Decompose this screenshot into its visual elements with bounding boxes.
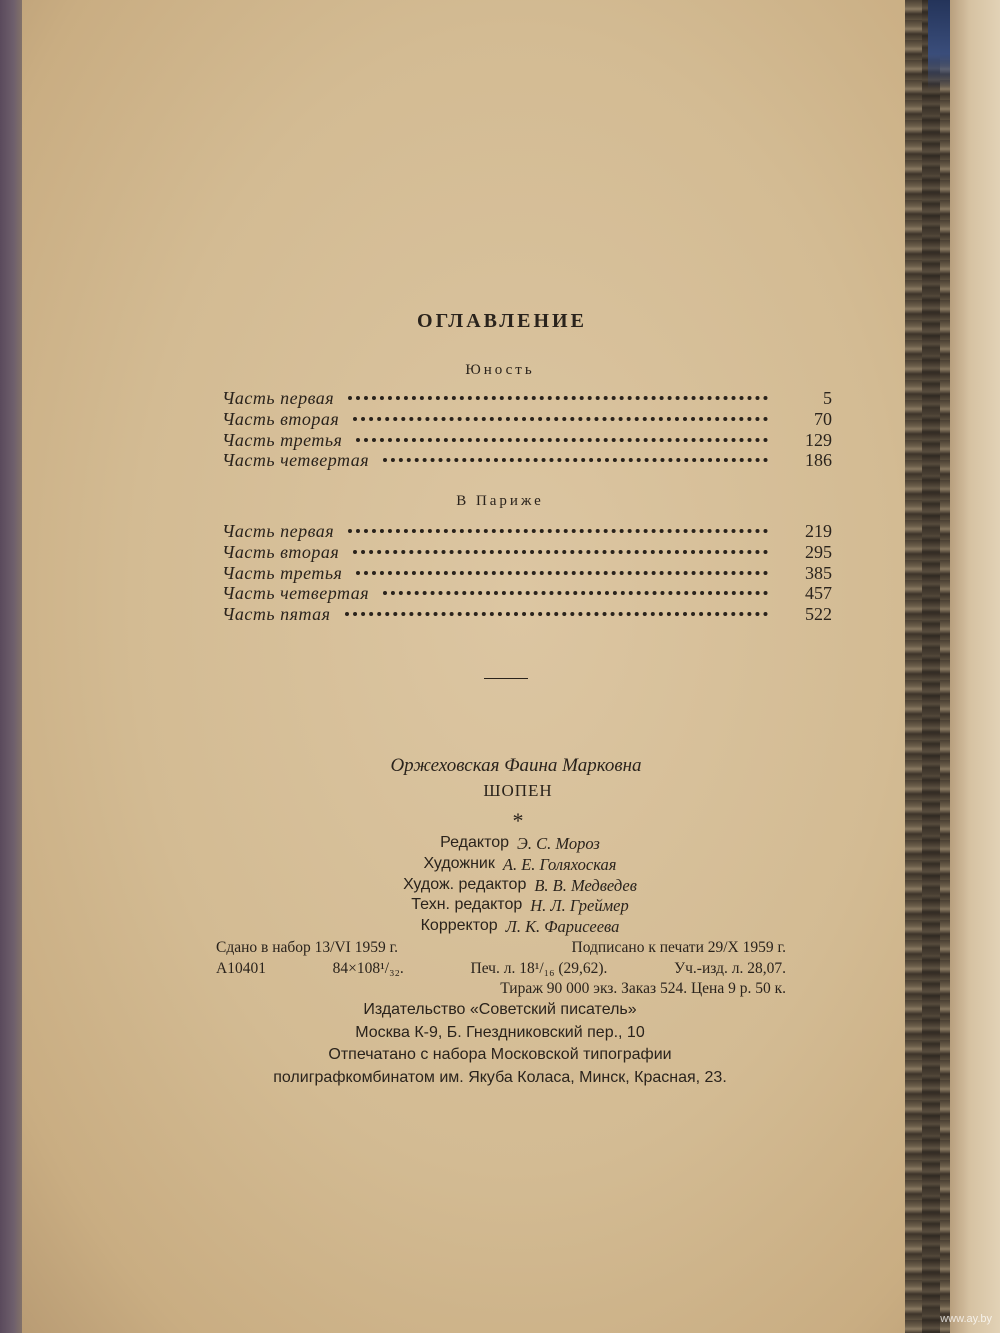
toc-entry[interactable] — [222, 521, 832, 542]
toc-entry-page: 5 — [823, 388, 832, 408]
printed-sheets: Печ. л. 18¹/₁₆ (29,62). — [470, 959, 608, 977]
toc-entry-page: 385 — [805, 562, 832, 583]
leader-dots — [383, 591, 768, 595]
printer-line-1: Отпечатано с набора Московской типографии — [328, 1046, 672, 1063]
publisher-name: Издательство «Советский писатель» — [363, 1001, 637, 1018]
credit-name: Э. С. Мороз — [517, 834, 600, 853]
toc-list-youth — [222, 388, 832, 471]
credit-role: Корректор — [420, 917, 498, 935]
toc-entry-label: Часть пятая — [222, 604, 331, 625]
toc-entry-label: Часть третья — [222, 562, 343, 583]
divider-rule — [484, 678, 528, 679]
toc-title: ОГЛАВЛЕНИЕ — [417, 310, 587, 332]
toc-entry[interactable] — [222, 542, 832, 563]
printer-line-2: полиграфкомбинатом им. Якуба Коласа, Минск, Красная, 23. — [273, 1068, 727, 1086]
watermark: www.ay.by — [940, 1313, 992, 1325]
toc-entry-label: Часть первая — [222, 388, 335, 408]
toc-list-paris — [222, 521, 832, 625]
toc-entry-page: 219 — [805, 521, 832, 541]
toc-entry-page: 522 — [805, 604, 832, 625]
publisher-address: Москва К-9, Б. Гнездниковский пер., 10 — [355, 1023, 645, 1041]
typeset-date: Сдано в набор 13/VI 1959 г. — [216, 939, 399, 956]
toc-entry-page: 70 — [814, 408, 832, 429]
asterisk-separator: * — [512, 808, 524, 833]
imprint-dates — [216, 939, 786, 960]
credit-line — [0, 876, 1000, 897]
credit-role: Худож. редактор — [403, 875, 527, 893]
print-run-and-price: Тираж 90 000 экз. Заказ 524. Цена 9 р. 50 к. — [500, 980, 786, 997]
credit-name: Н. Л. Греймер — [530, 896, 629, 916]
credit-line — [0, 896, 1000, 917]
credit-line — [0, 917, 1000, 938]
print-approval-date: Подписано к печати 29/X 1959 г. — [571, 939, 786, 956]
section-heading-youth: Юность — [465, 362, 535, 378]
imprint-run — [216, 980, 786, 1001]
imprint-format — [216, 960, 786, 981]
leader-dots — [353, 417, 768, 421]
credit-role: Редактор — [440, 834, 510, 851]
leader-dots — [345, 612, 768, 616]
print-imprint — [216, 939, 786, 1001]
credits-list — [0, 834, 1000, 938]
toc-entry[interactable] — [222, 430, 832, 451]
credit-role: Техн. редактор — [411, 896, 523, 914]
toc-entry-label: Часть вторая — [222, 541, 340, 562]
publisher-block — [0, 1001, 1000, 1091]
toc-entry-label: Часть первая — [222, 521, 335, 541]
credit-name: Л. К. Фарисеева — [505, 917, 620, 937]
toc-entry-page: 129 — [805, 429, 832, 450]
leader-dots — [356, 438, 768, 442]
leader-dots — [348, 529, 768, 533]
toc-entry-label: Часть третья — [222, 429, 343, 450]
credit-line — [0, 855, 1000, 876]
toc-entry[interactable] — [222, 563, 832, 584]
toc-entry[interactable] — [222, 583, 832, 604]
toc-entry[interactable] — [222, 409, 832, 430]
leader-dots — [348, 396, 768, 400]
toc-entry-page: 457 — [805, 583, 832, 604]
publisher-sheets: Уч.-изд. л. 28,07. — [674, 959, 786, 977]
toc-entry[interactable] — [222, 388, 832, 409]
license-code: А10401 — [216, 959, 266, 977]
toc-entry-label: Часть четвертая — [222, 450, 370, 471]
toc-entry-page: 295 — [805, 541, 832, 562]
credit-role: Художник — [423, 854, 495, 872]
credit-name: В. В. Медведев — [534, 875, 637, 895]
paper-format: 84×108¹/₃₂. — [332, 959, 404, 977]
leader-dots — [383, 458, 768, 462]
leader-dots — [356, 571, 768, 575]
toc-entry[interactable] — [222, 450, 832, 471]
toc-entry[interactable] — [222, 604, 832, 625]
toc-entry-label: Часть вторая — [222, 408, 340, 429]
credit-name: А. Е. Голяхоская — [502, 854, 617, 874]
toc-entry-page: 186 — [805, 450, 832, 471]
book-title: ШОПЕН — [483, 781, 553, 800]
author-name: Оржеховская Фаина Марковна — [390, 755, 642, 776]
leader-dots — [353, 550, 768, 554]
toc-entry-label: Часть четвертая — [222, 583, 370, 604]
credit-line — [0, 834, 1000, 855]
section-heading-paris: В Париже — [456, 493, 544, 509]
